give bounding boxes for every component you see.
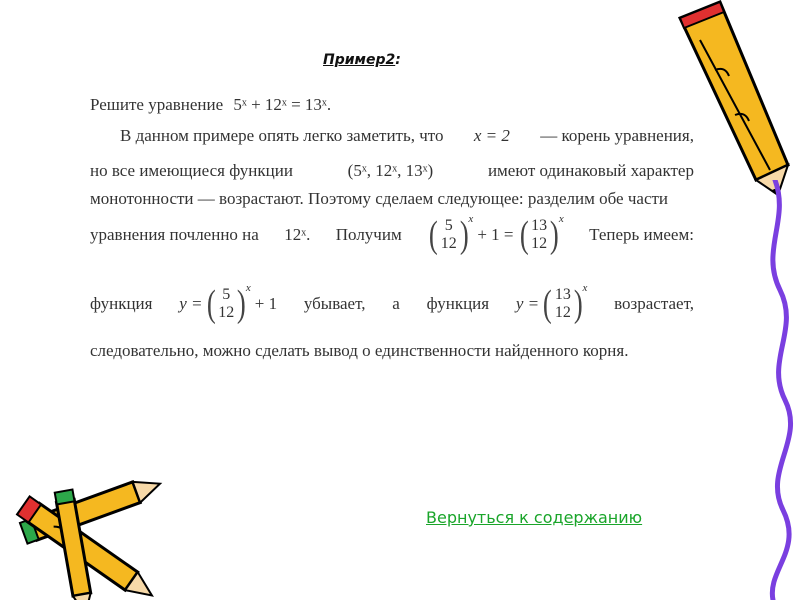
functions-list: (5ˣ, 12ˣ, 13ˣ): [347, 161, 434, 180]
example-title-colon: :: [395, 52, 401, 68]
exponent-x: x: [468, 213, 474, 225]
fraction-2-denominator: 12: [531, 235, 548, 252]
divided-equation: ( 5 12 ) x + 1 = ( 13 12 ) x: [427, 216, 564, 254]
line-5-text-c: Теперь имеем:: [589, 225, 694, 244]
y-equals: y =: [515, 294, 540, 313]
line-6-text-e: возрастает,: [614, 294, 694, 313]
exponent-x: x: [582, 282, 588, 294]
exponent-x: x: [558, 213, 564, 225]
decreasing-function: y = ( 5 12 ) x + 1: [179, 285, 277, 323]
line-6-text-c: а: [392, 294, 400, 313]
back-to-contents-link[interactable]: Вернуться к содержанию: [426, 508, 643, 527]
line-4: [90, 188, 694, 210]
example-title: [323, 52, 401, 68]
line-5: [90, 213, 694, 256]
line-7-text: следовательно, можно сделать вывод о единственности найденного корня.: [90, 341, 629, 360]
exponent-x: x: [245, 282, 251, 294]
line-1-text: Решите уравнение: [90, 95, 224, 114]
plus-one: + 1 =: [477, 225, 514, 244]
line-6-text-b: убывает,: [303, 294, 366, 313]
root-equation: x = 2: [473, 126, 510, 145]
example-title-label: Пример2: [323, 52, 396, 68]
squiggle-decoration: [755, 180, 800, 600]
line-5-text-a: уравнения почленно на: [90, 225, 259, 244]
fraction-2-numerator: 13: [531, 217, 548, 234]
line-5-text-b: Получим: [335, 225, 402, 244]
line-2-text-b: — корень уравнения,: [540, 126, 694, 145]
line-3-text-a: но все имеющиеся функции: [90, 161, 293, 180]
fraction-1-denominator: 12: [440, 235, 457, 252]
fraction-3-numerator: 5: [222, 286, 231, 303]
pencils-icon-bottom-left: [0, 480, 180, 600]
fraction-3-denominator: 12: [218, 304, 235, 321]
y-equals: y =: [179, 294, 203, 313]
increasing-function: y = ( 13 12 ) x: [516, 285, 587, 323]
equation-main: 5ˣ + 12ˣ = 13ˣ.: [233, 95, 332, 114]
fraction-4-numerator: 13: [554, 286, 571, 303]
line-7: [90, 340, 628, 362]
line-4-text: монотонности — возрастают. Поэтому сделаем следующее: разделим обе части: [90, 189, 669, 208]
divisor: 12ˣ.: [284, 225, 311, 244]
line-2-text-a: В данном примере опять легко заметить, что: [120, 126, 444, 145]
fraction-4-denominator: 12: [554, 304, 571, 321]
line-2: [120, 125, 694, 147]
fraction-1-numerator: 5: [444, 217, 453, 234]
line-1: [90, 94, 331, 116]
plus-one-term: + 1: [254, 294, 278, 313]
line-6-text-d: функция: [426, 294, 490, 313]
line-3-text-b: имеют одинаковый характер: [487, 161, 694, 180]
line-6-text-a: функция: [90, 294, 153, 313]
line-3: [90, 160, 694, 182]
line-6: [90, 282, 694, 325]
